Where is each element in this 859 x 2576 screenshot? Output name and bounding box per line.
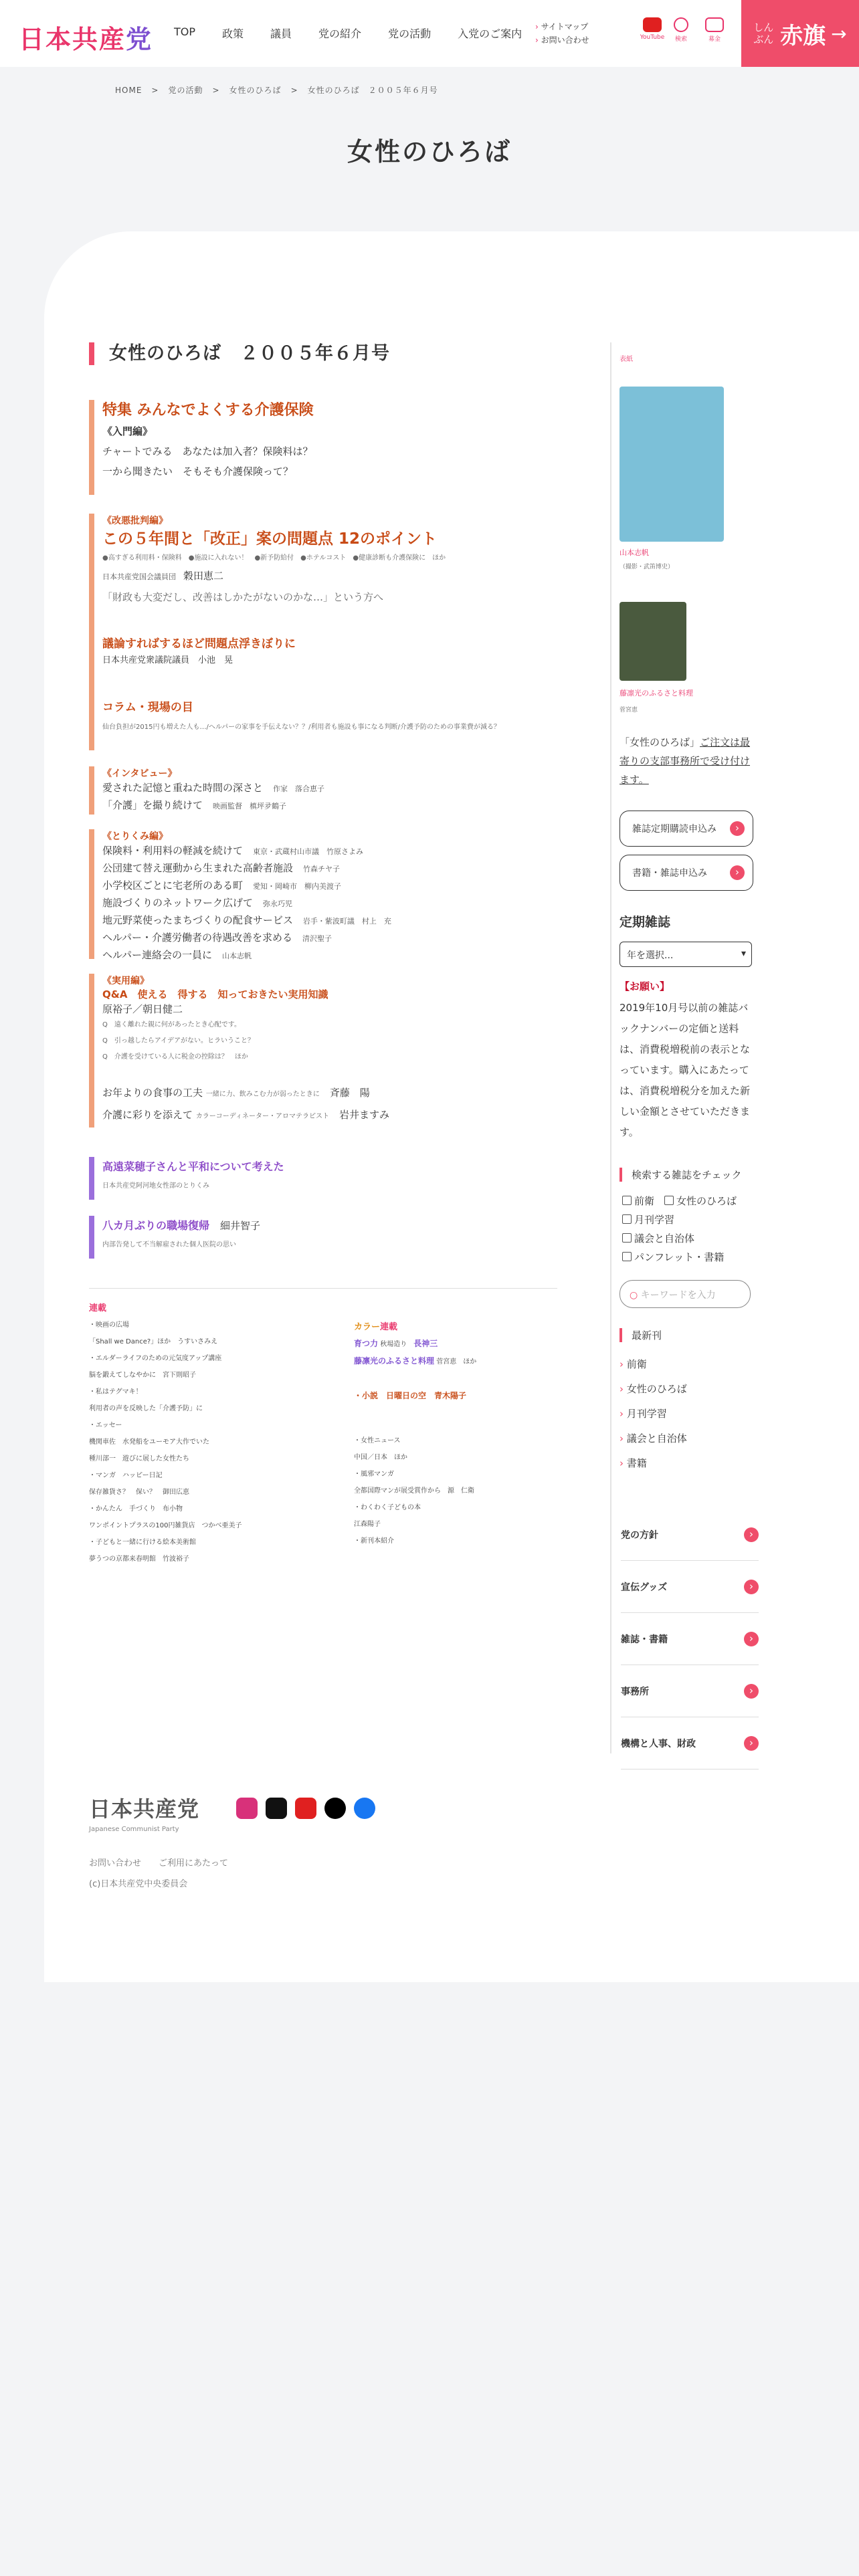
social-links [236, 1798, 375, 1819]
site-logo[interactable]: 日本共産党 [19, 25, 153, 54]
copyright: (c)日本共産党中央委員会 [89, 1879, 188, 1889]
year-select[interactable]: 年を選択... ▾ [619, 942, 752, 967]
facebook-icon[interactable] [354, 1798, 375, 1819]
site-header [0, 0, 859, 67]
nav-about[interactable]: 党の紹介 [318, 27, 362, 40]
latest-zenei[interactable]: › 前衛 [619, 1352, 687, 1377]
section-critique: 《改悪批判編》 この５年間と「改正」案の問題点 12のポイント ●高すぎる利用料・保険料 ●施設に入れない！ ●新予防給付 ●ホテルコスト ●健康診断も介護保険に ほか 日本共産党国会議員団 穀田恵二 「財政も大変だし、改善はしかたがないのかな…」という方へ 議論すればするほど問題点浮きぼりに 日本共産党衆議院議員 小池 晃 コラム・現場の目 仙台負担が2015円も増えた人も…/ヘルパーの家事を手伝えない？？/利用者も施設も事になる判断/介護予防のための事業費が減る？ [89, 514, 500, 750]
nav-policy[interactable]: 政策 [222, 27, 244, 40]
crumb-current: 女性のひろば ２００５年６月号 [307, 86, 438, 95]
nav-activity[interactable]: 党の活動 [388, 27, 432, 40]
subscribe-button[interactable]: 雑誌定期購読申込み › [619, 811, 753, 847]
check-hiroba[interactable]: 女性のひろば [664, 1195, 737, 1207]
contact-link[interactable]: › お問い合わせ [535, 33, 589, 47]
check-gikai[interactable]: 議会と自治体 [622, 1232, 694, 1245]
menu-policy[interactable]: 党の方針 › [621, 1509, 759, 1561]
magazine-checks [622, 1192, 756, 1267]
recipe-photo[interactable] [619, 602, 686, 681]
menu-office[interactable]: 事務所 › [621, 1665, 759, 1717]
latest-heading: 最新刊 [619, 1328, 662, 1342]
divider [89, 1288, 557, 1289]
search-icon[interactable]: 検索 [668, 17, 694, 43]
youtube-icon[interactable]: YouTube [639, 17, 666, 41]
nav-members[interactable]: 議員 [270, 27, 292, 40]
order-note: 「女性のひろば」ご注文は最寄りの支部事務所で受け付けます。 [619, 736, 751, 786]
cover-photo[interactable] [619, 387, 724, 542]
check-books[interactable]: パンフレット・書籍 [622, 1251, 724, 1263]
recipe-caption: 藤凛光のふるさと料理 [619, 689, 693, 697]
cover-caption: 山本志帆 [619, 548, 649, 557]
latest-gikai[interactable]: › 議会と自治体 [619, 1426, 687, 1451]
check-gakushu[interactable]: 月刊学習 [622, 1214, 674, 1226]
keyword-input[interactable]: ○ キーワードを入力 [619, 1280, 751, 1308]
cover-tag: 表紙 [619, 356, 633, 363]
crumb-hiroba[interactable]: 女性のひろば [229, 86, 282, 95]
section-work: 八カ月ぶりの職場復帰 細井智子 内部告発して不当解雇された個人医院の思い [89, 1216, 260, 1259]
latest-hiroba[interactable]: › 女性のひろば [619, 1377, 687, 1402]
main-content [89, 342, 557, 1563]
page-title: 女性のひろば [347, 137, 512, 167]
footer-logo: 日本共産党 [89, 1796, 200, 1822]
akahata-link[interactable]: しんぶん 赤旗 → [741, 0, 859, 67]
section-peace: 高遠菜穂子さんと平和について考えた 日本共産党阿河地女性部のとりくみ [89, 1157, 284, 1200]
section-special: 特集 みんなでよくする介護保険 《入門編》 チャートでみる あなたは加入者？保険料は？ 一から聞きたい そもそも介護保険って？ [89, 400, 314, 495]
section-interview: 《インタビュー》 愛された記憶と重ねた時間の深さと 作家 落合恵子 「介護」を撮り続けて 映画監督 槙坪夛鶴子 [89, 766, 324, 815]
crumb-home[interactable]: HOME [115, 86, 142, 95]
menu-organization[interactable]: 機構と人事、財政 › [621, 1717, 759, 1769]
latest-books[interactable]: › 書籍 [619, 1451, 687, 1476]
donation-icon[interactable]: 募金 [701, 17, 728, 43]
section-efforts: 《とりくみ編》 保険料・利用料の軽減を続けて 東京・武蔵村山市議 竹原さよみ 公団建て替え運動から生まれた高齢者施設 竹森チヤ子 小学校区ごとに宅老所のある町 愛知・岡崎市 柳内美渡子 施設づくりのネットワーク広げて 弥永巧児 地元野菜使ったまちづくりの配食サービス 岩手・紫波町議 村上 充 ヘルパー・介護労働者の待遇改善を求める 清沢聖子 ヘルパー連絡会の一員に 山本志帆 [89, 829, 391, 959]
arrow-right-icon: → [831, 22, 847, 45]
breadcrumb: HOME > 党の活動 > 女性のひろば > 女性のひろば ２００５年６月号 [115, 86, 438, 95]
nav-top[interactable]: TOP [174, 25, 196, 38]
sitemap-link[interactable]: › サイトマップ [535, 20, 589, 33]
instagram-icon[interactable] [236, 1798, 258, 1819]
article-title: 女性のひろば ２００５年６月号 [89, 342, 557, 365]
menu-goods[interactable]: 宣伝グッズ › [621, 1561, 759, 1613]
youtube-icon[interactable] [295, 1798, 316, 1819]
periodic-heading: 定期雑誌 [619, 915, 671, 930]
color-serial-list: カラー連載 育つ力 秋場造り 長神三 藤凛光のふるさと料理 菅宮恵 ほか ・小説 日曜日の空 青木陽子 ・女性ニュース 中国／日本 ほか ・風邪マンガ 全都国際マンが展受賞作から 源 仁衛 ・わくわく子どもの本 江森陽子 ・新刊本紹介 [354, 1322, 477, 1545]
footer: 日本共産党 Japanese Communist Party お問い合わせ ご利用にあたって (c)日本共産党中央委員会 [89, 1792, 228, 1889]
menu-magazines[interactable]: 雑誌・書籍 › [621, 1613, 759, 1665]
footer-links[interactable]: お問い合わせ ご利用にあたって [89, 1858, 229, 1868]
search-heading: 検索する雑誌をチェック [619, 1168, 742, 1182]
nav-join[interactable]: 入党のご案内 [458, 27, 522, 40]
search-icon: ○ [630, 1290, 641, 1301]
serial-list: 連載 ・映画の広場 「Shall we Dance?」ほか うすいさみえ ・エルダーライフのための元気度アップ講座 脳を鍛えてしなやかに 宮下則昭子 ・私はテグマキ！ 利用者の声を反映した「介護予防」に ・エッセー 機関車佐 水発船をユーモア大作でいた 種川部一 遊びに展した女性たち ・マンガ ハッピー日記 保存雑貨さ？ 保い？ 御田広恵 ・かんたん 手づくり 布小物 ワンポイントプラスの100円雑貨店 つかべ亜美子 ・子どもと一緒に行ける絵本美術館 夢うつの京都来春明館 竹波裕子 [89, 1303, 242, 1563]
global-nav [161, 25, 535, 41]
crumb-activity[interactable]: 党の活動 [168, 86, 203, 95]
check-zenei[interactable]: 前衛 [622, 1195, 654, 1207]
utility-links [535, 20, 589, 47]
section-practical: 《実用編》 Q&A 使える 得する 知っておきたい実用知識 原裕子／朝日健二 Q 遠く離れた親に何があったとき心配です。 Q 引っ越したらアイデアがない。ヒラいうこと？ Q 介護を受けている人に税金の控除は？ ほか お年よりの食事の工夫 一緒に力、飲みこむ力が弱ったときに 斉藤 陽 介護に彩りを添えて カラーコーディネーター・アロマテラピスト 岩井ますみ [89, 974, 389, 1128]
order-button[interactable]: 書籍・雑誌申込み › [619, 855, 753, 891]
notice-text: 2019年10月号以前の雑誌バックナンバーの定価と送料は、消費税増税前の表示となっています。購入にあたっては、消費税増税分を加えた新しい金額とさせていただきます。 [619, 1002, 751, 1138]
x-icon[interactable] [324, 1798, 346, 1819]
latest-list [619, 1352, 687, 1476]
tiktok-icon[interactable] [266, 1798, 287, 1819]
latest-gakushu[interactable]: › 月刊学習 [619, 1402, 687, 1426]
